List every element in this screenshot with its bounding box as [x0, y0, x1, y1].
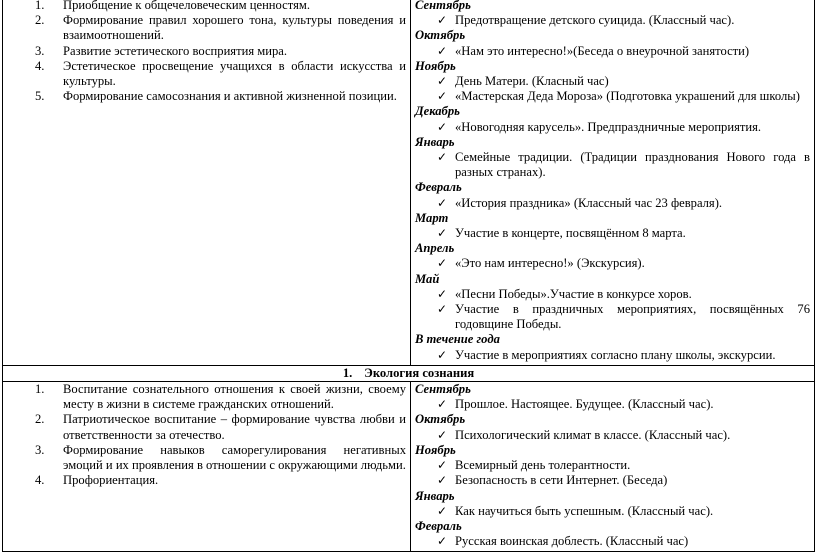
- goals-list: [7, 0, 406, 104]
- checkmark-icon: ✓: [437, 347, 448, 362]
- month-heading: Март: [415, 210, 449, 225]
- event-text: «Песни Победы».Участие в конкурсе хоров.: [455, 286, 692, 301]
- section-heading: [3, 365, 815, 381]
- item-text: Воспитание сознательного отношения к своей жизни, своему месту в жизни в системе гражданских отношений.: [63, 382, 406, 412]
- checkmark-icon: ✓: [437, 397, 448, 412]
- month-heading: Январь: [415, 488, 455, 503]
- event-item: [415, 473, 810, 488]
- event-text: «Нам это интересно!»(Беседа о внеурочной занятости): [455, 43, 750, 58]
- table-row: [3, 382, 815, 552]
- event-item: [415, 397, 810, 412]
- item-text: Приобщение к общечеловеческим ценностям.: [63, 0, 310, 12]
- checkmark-icon: ✓: [437, 503, 448, 518]
- list-item: [7, 89, 406, 104]
- event-item: [415, 13, 810, 28]
- event-item: [415, 226, 810, 241]
- item-text: Формирование самосознания и активной жизненной позиции.: [63, 89, 397, 104]
- event-text: Как научиться быть успешным. (Классный час).: [455, 503, 714, 518]
- event-text: «История праздника» (Классный час 23 февраля).: [455, 195, 723, 210]
- goals-list: [7, 382, 406, 488]
- event-text: Всемирный день толерантности.: [455, 458, 631, 473]
- month-heading: В течение года: [415, 332, 500, 347]
- event-item: [415, 256, 810, 271]
- plan-table: [2, 0, 815, 552]
- checkmark-icon: ✓: [437, 286, 448, 301]
- item-text: Развитие эстетического восприятия мира.: [63, 43, 288, 58]
- event-text: Участие в мероприятиях согласно плану школы, экскурсии.: [455, 347, 776, 362]
- item-number: 5.: [35, 89, 45, 104]
- goals-cell: [3, 382, 411, 552]
- event-text: Предотвращение детского суицида. (Классный час).: [455, 13, 735, 28]
- event-item: [415, 196, 810, 211]
- event-item: [415, 348, 810, 363]
- list-item: [7, 59, 406, 89]
- item-number: 1.: [35, 382, 45, 397]
- list-item: [7, 473, 406, 488]
- month-heading: Сентябрь: [415, 0, 471, 12]
- event-text: «Это нам интересно!» (Экскурсия).: [455, 256, 645, 271]
- checkmark-icon: ✓: [437, 195, 448, 210]
- event-text: Участие в праздничных мероприятиях, посвящённых 76 годовщине Победы.: [455, 302, 810, 332]
- month-heading: Январь: [415, 134, 455, 149]
- checkmark-icon: ✓: [437, 534, 448, 549]
- checkmark-icon: ✓: [437, 150, 448, 165]
- event-item: [415, 428, 810, 443]
- item-number: 3.: [35, 43, 45, 58]
- plan-cell: [411, 382, 815, 552]
- month-heading: Апрель: [415, 241, 455, 256]
- month-heading: Октябрь: [415, 412, 466, 427]
- item-number: 4.: [35, 473, 45, 488]
- event-item: [415, 44, 810, 59]
- event-item: [415, 534, 810, 549]
- checkmark-icon: ✓: [437, 119, 448, 134]
- event-item: [415, 150, 810, 180]
- event-text: Семейные традиции. (Традиции празднования Нового года в разных странах).: [455, 150, 810, 180]
- plan-cell: [411, 0, 815, 365]
- list-item: [7, 13, 406, 43]
- event-item: [415, 89, 810, 104]
- event-text: День Матери. (Класный час): [455, 74, 609, 89]
- month-heading: Февраль: [415, 518, 462, 533]
- item-text: Профориентация.: [63, 473, 159, 488]
- list-item: [7, 0, 406, 13]
- checkmark-icon: ✓: [437, 74, 448, 89]
- month-heading: Май: [415, 271, 440, 286]
- list-item: [7, 382, 406, 412]
- event-text: Безопасность в сети Интернет. (Беседа): [455, 473, 668, 488]
- list-item: [7, 44, 406, 59]
- month-heading: Декабрь: [415, 104, 460, 119]
- table-row: [3, 365, 815, 381]
- event-text: «Мастерская Деда Мороза» (Подготовка украшений для школы): [455, 89, 800, 104]
- month-heading: Октябрь: [415, 28, 466, 43]
- section-title: Экология сознания: [364, 365, 475, 380]
- item-number: 4.: [35, 58, 45, 73]
- checkmark-icon: ✓: [437, 473, 448, 488]
- checkmark-icon: ✓: [437, 427, 448, 442]
- event-item: [415, 504, 810, 519]
- section-number: 1.: [342, 365, 353, 380]
- event-item: [415, 120, 810, 135]
- month-heading: Ноябрь: [415, 58, 456, 73]
- item-text: Формирование навыков саморегулирования негативных эмоций и их проявления в отношении с окружающими людьми.: [63, 442, 406, 473]
- checkmark-icon: ✓: [437, 302, 448, 317]
- event-item: [415, 74, 810, 89]
- checkmark-icon: ✓: [437, 13, 448, 28]
- item-text: Эстетическое просвещение учащихся в области искусства и культуры.: [63, 58, 406, 89]
- event-item: [415, 287, 810, 302]
- event-item: [415, 458, 810, 473]
- month-heading: Ноябрь: [415, 442, 456, 457]
- event-text: Психологический климат в классе. (Классный час).: [455, 427, 731, 442]
- event-text: Прошлое. Настоящее. Будущее. (Классный час).: [455, 397, 714, 412]
- item-number: 2.: [35, 13, 45, 28]
- event-item: [415, 302, 810, 332]
- checkmark-icon: ✓: [437, 458, 448, 473]
- goals-cell: [3, 0, 411, 365]
- item-number: 1.: [35, 0, 45, 12]
- item-number: 2.: [35, 412, 45, 427]
- month-heading: Сентябрь: [415, 382, 471, 397]
- list-item: [7, 443, 406, 473]
- checkmark-icon: ✓: [437, 226, 448, 241]
- item-text: Патриотическое воспитание – формирование чувства любви и ответственности за отечество.: [63, 412, 406, 442]
- table-row: [3, 0, 815, 365]
- event-text: «Новогодняя карусель». Предпраздничные мероприятия.: [455, 119, 762, 134]
- month-heading: Февраль: [415, 180, 462, 195]
- list-item: [7, 412, 406, 442]
- checkmark-icon: ✓: [437, 89, 448, 104]
- item-text: Формирование правил хорошего тона, культуры поведения и взаимоотношений.: [63, 13, 406, 43]
- event-text: Участие в концерте, посвящённом 8 марта.: [455, 226, 686, 241]
- checkmark-icon: ✓: [437, 43, 448, 58]
- checkmark-icon: ✓: [437, 256, 448, 271]
- item-number: 3.: [35, 442, 45, 457]
- event-text: Русская воинская доблесть. (Классный час): [455, 534, 689, 549]
